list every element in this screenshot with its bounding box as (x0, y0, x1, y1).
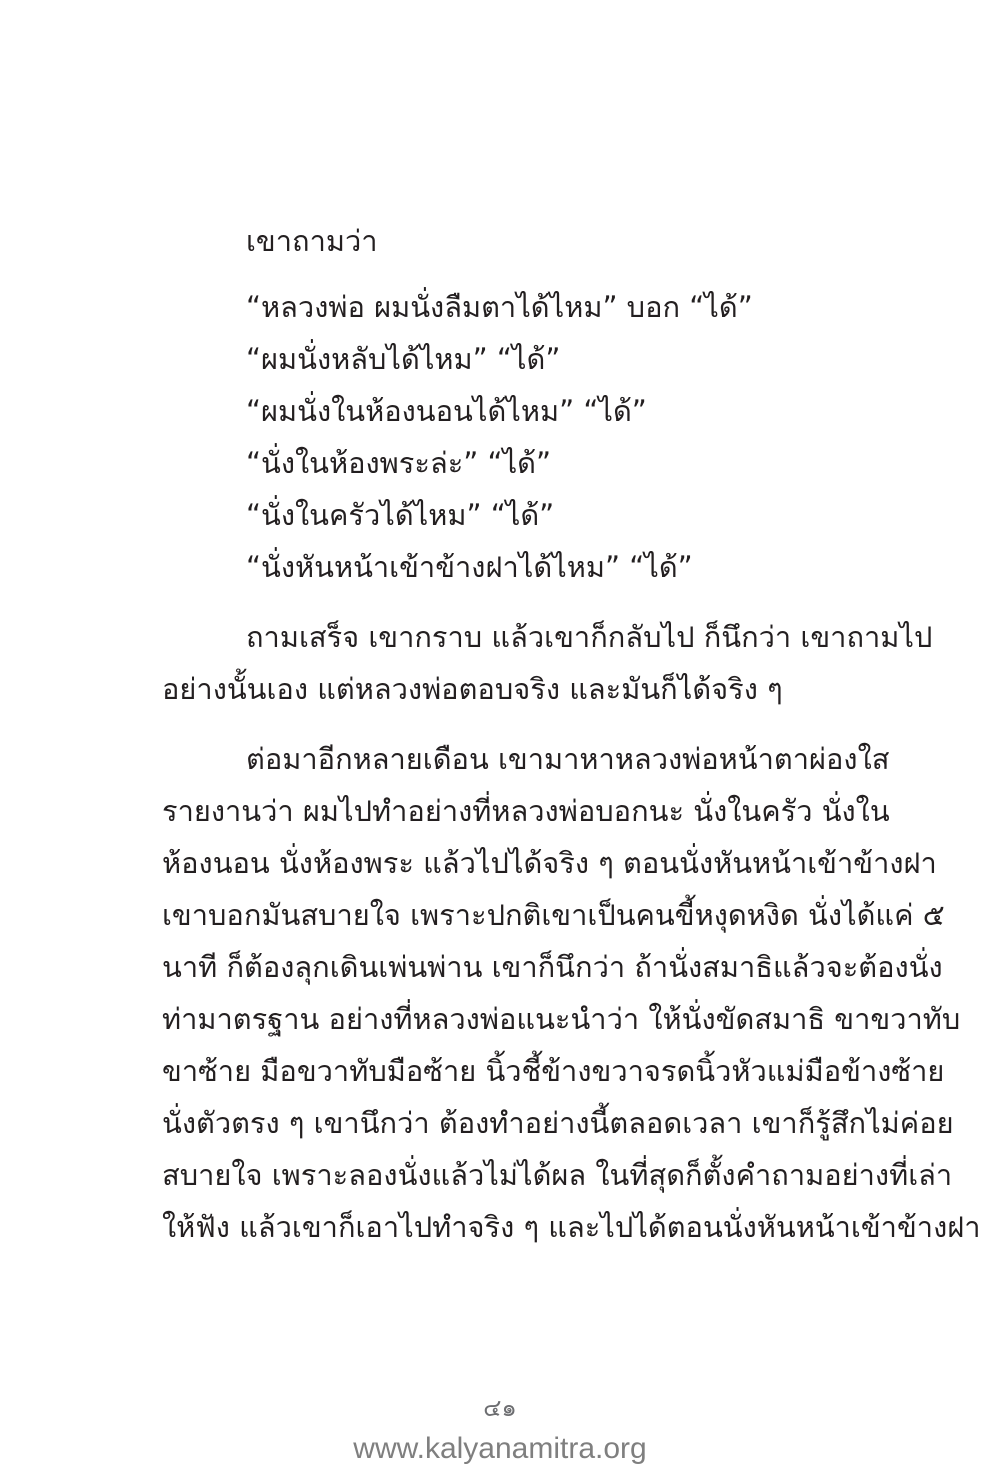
paragraph-line: อย่างนั้นเอง แต่หลวงพ่อตอบจริง และมันก็ได้จริง ๆ (162, 672, 783, 706)
dialogue-line: “นั่งหันหน้าเข้าข้างฝาได้ไหม” “ได้” (246, 550, 693, 584)
dialogue-line: “ผมนั่งหลับได้ไหม” “ได้” (246, 342, 561, 376)
paragraph-line: ถามเสร็จ เขากราบ แล้วเขาก็กลับไป ก็นึกว่า เขาถามไป (246, 620, 933, 654)
paragraph-2 (162, 733, 981, 1253)
paragraph-line: นั่งตัวตรง ๆ เขานึกว่า ต้องทำอย่างนี้ตลอดเวลา เขาก็รู้สึกไม่ค่อย (162, 1106, 954, 1140)
dialogue-line: “ผมนั่งในห้องนอนได้ไหม” “ได้” (246, 394, 647, 428)
paragraph-line: เขาบอกมันสบายใจ เพราะปกติเขาเป็นคนขี้หงุดหงิด นั่งได้แค่ ๕ (162, 898, 945, 932)
paragraph-1 (162, 611, 933, 715)
page-body (162, 215, 981, 1253)
paragraph-line: ขาซ้าย มือขวาทับมือซ้าย นิ้วชี้ข้างขวาจรดนิ้วหัวแม่มือข้างซ้าย (162, 1054, 945, 1088)
footer-url: www.kalyanamitra.org (353, 1432, 647, 1465)
dialogue-line: “นั่งในห้องพระล่ะ” “ได้” (246, 446, 552, 480)
page-number: ๔๑ (483, 1394, 517, 1422)
paragraph-line: ท่ามาตรฐาน อย่างที่หลวงพ่อแนะนำว่า ให้นั่งขัดสมาธิ ขาขวาทับ (162, 1002, 961, 1036)
dialogue-block (162, 281, 862, 593)
intro-line: เขาถามว่า (246, 224, 378, 258)
paragraph-line: ให้ฟัง แล้วเขาก็เอาไปทำจริง ๆ และไปได้ตอนนั่งหันหน้าเข้าข้างฝา (162, 1210, 981, 1244)
paragraph-line: สบายใจ เพราะลองนั่งแล้วไม่ได้ผล ในที่สุดก็ตั้งคำถามอย่างที่เล่า (162, 1158, 953, 1192)
paragraph-line: ต่อมาอีกหลายเดือน เขามาหาหลวงพ่อหน้าตาผ่องใส (246, 742, 890, 776)
paragraph-line: นาที ก็ต้องลุกเดินเพ่นพ่าน เขาก็นึกว่า ถ้านั่งสมาธิแล้วจะต้องนั่ง (162, 950, 943, 984)
paragraph-line: รายงานว่า ผมไปทำอย่างที่หลวงพ่อบอกนะ นั่งในครัว นั่งใน (162, 794, 890, 828)
paragraph-line: ห้องนอน นั่งห้องพระ แล้วไปได้จริง ๆ ตอนนั่งหันหน้าเข้าข้างฝา (162, 846, 937, 880)
dialogue-line: “นั่งในครัวได้ไหม” “ได้” (246, 498, 555, 532)
dialogue-line: “หลวงพ่อ ผมนั่งลืมตาได้ไหม” บอก “ได้” (246, 290, 753, 324)
